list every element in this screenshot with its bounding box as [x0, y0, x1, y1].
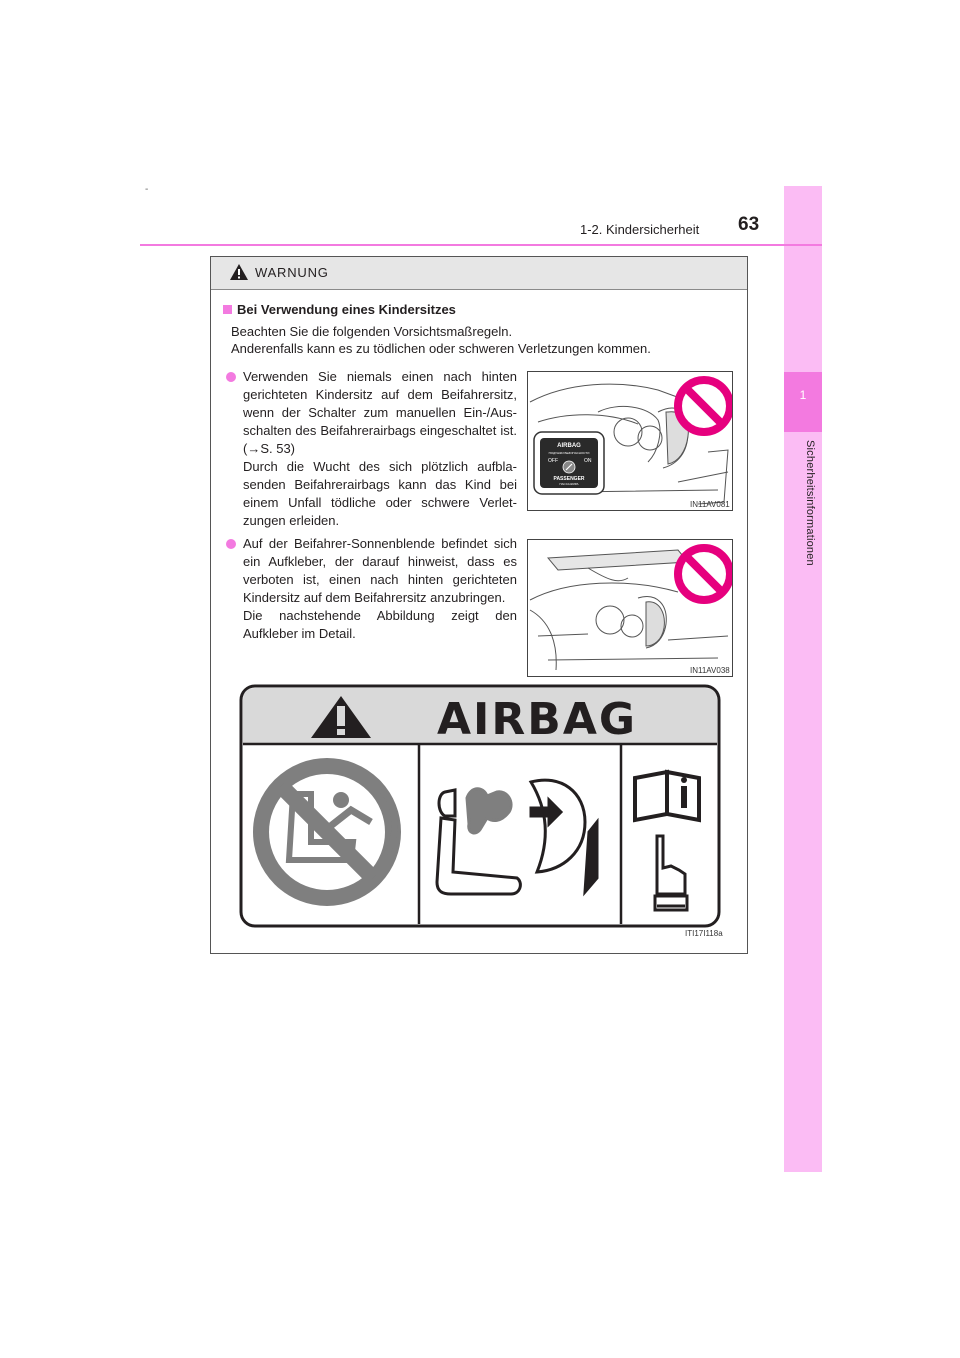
figure-airbag-sticker — [231, 682, 729, 940]
switch-subtitle: ПОДУШКИ БЕЗОПАСНОСТИ — [548, 451, 590, 455]
intro-line: Anderenfalls kann es zu tödlichen oder schweren Verletzungen kommen. — [231, 341, 651, 356]
warning-header — [211, 257, 747, 290]
manual-info-icon — [635, 772, 699, 820]
switch-passenger-ru: ПАССАЖИРА — [559, 482, 579, 486]
switch-on-label: ON — [584, 458, 592, 464]
prohibition-icon — [678, 380, 730, 432]
warning-heading — [223, 302, 456, 317]
figure-code: IN11AV081 — [690, 500, 730, 509]
square-bullet-icon — [223, 305, 232, 314]
airbag-sticker-illustration — [231, 682, 729, 940]
side-tab — [784, 186, 822, 1172]
bullet-item — [243, 368, 517, 530]
warning-label: WARNUNG — [255, 265, 329, 280]
bullet-text-continued: Die nachstehende Abbildung zeigt den Aufkleber im Detail. — [243, 608, 517, 641]
figure-sun-visor — [527, 539, 733, 677]
side-tab-active-chapter[interactable] — [784, 372, 822, 432]
warning-heading-text: Bei Verwendung eines Kindersitzes — [237, 302, 456, 317]
sticker-title: AIRBAG — [436, 694, 638, 745]
sun-visor-illustration — [528, 540, 732, 676]
no-rear-facing-seat-icon — [261, 766, 394, 898]
figure-code: ITI17I118a — [685, 929, 723, 938]
warning-triangle-icon — [229, 263, 249, 281]
switch-passenger-label: PASSENGER — [553, 476, 585, 482]
prohibition-icon — [678, 548, 730, 600]
switch-off-label: OFF — [548, 458, 558, 464]
bullet-dot-icon — [226, 372, 236, 382]
figure-airbag-switch — [527, 371, 733, 511]
figure-code: IN11AV038 — [690, 666, 730, 675]
switch-title: AIRBAG — [557, 443, 581, 449]
bullet-dot-icon — [226, 539, 236, 549]
side-tab-label: Sicherheitsinformationen — [804, 440, 816, 566]
dashboard-switch-illustration — [528, 372, 732, 510]
bullet-text: Auf der Beifahrer-Sonnenblende befindet sich ein Aufkleber, der darauf hinweist, dass es verboten ist, einen nach hinten gerichteten Kindersitz auf dem Beifahrersitz anzubringen. — [243, 536, 517, 605]
page-number: 63 — [738, 214, 760, 235]
margin-mark: - — [145, 184, 149, 195]
warning-intro — [231, 323, 651, 357]
chapter-number: 1 — [799, 388, 807, 402]
bullet-text: Verwenden Sie niemals einen nach hinten gerichteten Kindersitz auf dem Beifahrersitz, wenn der Schalter zum manuellen Ein-/Aus-schalten des Beifahrerairbags eingeschaltet ist. (→S. 53) — [243, 369, 517, 456]
warning-box — [210, 256, 748, 954]
bullet-item — [243, 535, 517, 643]
intro-line: Beachten Sie die folgenden Vorsichtsmaßregeln. — [231, 324, 513, 339]
header-rule — [140, 244, 822, 246]
section-title: 1-2. Kindersicherheit — [580, 222, 700, 237]
bullet-text-continued: Durch die Wucht des sich plötzlich aufbla-senden Beifahrerairbags kann das Kind bei einem Unfall tödliche oder schwere Verlet-zungen erleiden. — [243, 459, 517, 528]
